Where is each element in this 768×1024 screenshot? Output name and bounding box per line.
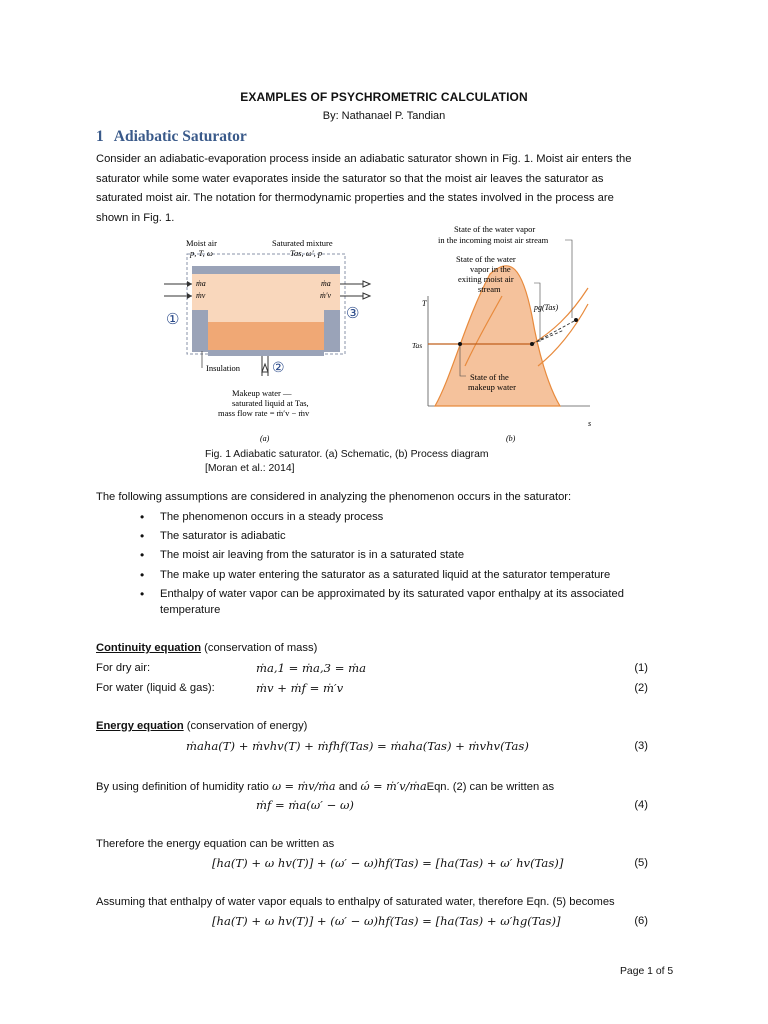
equation-4: ṁf = ṁa(ω′ − ω) <box>256 798 354 812</box>
continuity-heading <box>96 642 317 654</box>
label-makeup-2: saturated liquid at Tas, <box>232 398 309 408</box>
caption-reference: [Moran et al.: 2014] <box>205 463 295 474</box>
figure-1-svg <box>160 226 590 446</box>
state-3-marker: ③ <box>346 306 360 322</box>
equation-5: [ha(T) + ω hv(T)] + (ω′ − ω)hf(Tas) = [ha(Tas) + ω′ hv(Tas)] <box>212 856 564 870</box>
label-ma-in: ṁa <box>196 279 206 288</box>
note-mid-2: vapor in the <box>470 264 511 274</box>
water-region <box>208 322 324 350</box>
note-makeup-2: makeup water <box>468 382 516 392</box>
insulation-right <box>324 310 340 352</box>
label-insulation: Insulation <box>206 363 240 373</box>
state-2-marker: ② <box>272 361 285 376</box>
panel-b-label: (b) <box>506 434 516 443</box>
label-saturated-props: Tas, ω′, p <box>290 248 323 258</box>
equation-4-row <box>96 799 648 819</box>
equation-4-number: (4) <box>634 799 648 811</box>
intro-line: saturator while some water evaporates inside the saturator so that the moist air leaves the saturator as <box>96 172 604 185</box>
intro-line: saturated moist air. The notation for thermodynamic properties and the states involved in the process are <box>96 192 614 204</box>
section-number: 1 <box>96 128 104 145</box>
list-item: • The phenomenon occurs in a steady process <box>140 508 680 527</box>
equation-3-row <box>96 740 648 760</box>
label-mv-out: ṁ′v <box>320 291 332 300</box>
label-mv-in: ṁv <box>196 291 206 300</box>
label-saturated-mixture: Saturated mixture <box>272 238 333 248</box>
equation-6: [ha(T) + ω hv(T)] + (ω′ − ω)hf(Tas) = [ha(Tas) + ω′hg(Tas)] <box>212 914 561 928</box>
label-ma-out: ṁa <box>321 279 331 288</box>
page-number: Page 1 of 5 <box>620 966 674 977</box>
humidity-sentence <box>96 780 656 793</box>
intro-line: Consider an adiabatic-evaporation process inside an adiabatic saturator shown in Fig. 1. Moist air enters the <box>96 153 632 165</box>
humidity-text-3: Eqn. (2) can be written as <box>426 781 555 793</box>
note-top-2: in the incoming moist air stream <box>438 235 549 245</box>
state-point-makeup <box>458 342 462 346</box>
figure-1 <box>160 226 590 446</box>
list-item: • The make up water entering the saturator as a saturated liquid at the saturator temperature <box>140 566 680 585</box>
humidity-math-2: ώ = ṁ′v/ṁa <box>360 780 427 793</box>
list-item: • The moist air leaving from the saturator is in a saturated state <box>140 546 680 565</box>
equation-2-row <box>96 682 648 702</box>
pg-label: pg(Tas) <box>534 303 559 312</box>
document-author: By: Nathanael P. Tandian <box>322 110 446 122</box>
energy-heading <box>96 720 307 732</box>
insulation-left <box>192 310 208 352</box>
equation-3: ṁaha(T) + ṁvhv(T) + ṁfhf(Tas) = ṁaha(Tas) + ṁvhv(Tas) <box>186 739 529 753</box>
list-item: • The saturator is adiabatic <box>140 527 680 546</box>
equation-6-number: (6) <box>634 915 648 927</box>
equation-2-number: (2) <box>634 682 648 694</box>
intro-line: shown in Fig. 1. <box>96 211 175 224</box>
insulation-top <box>192 266 340 274</box>
equation-2: ṁv + ṁf = ṁ′v <box>256 681 344 695</box>
state-point-exit <box>530 342 534 346</box>
humidity-text-2: and <box>335 781 361 793</box>
t-axis-label: T <box>422 299 427 308</box>
continuity-heading-title: Continuity equation <box>96 642 202 654</box>
therefore-sentence: Therefore the energy equation can be written as <box>96 838 335 850</box>
list-item: • Enthalpy of water vapor can be approximated by its saturated vapor enthalpy at its associated <box>140 585 680 604</box>
label-makeup-1: Makeup water — <box>232 388 292 398</box>
energy-heading-title: Energy equation <box>96 720 184 732</box>
label-moist-air: Moist air <box>186 238 217 248</box>
note-top-1: State of the water vapor <box>454 224 536 234</box>
assumptions-list <box>140 508 680 604</box>
label-makeup-3: mass flow rate = ṁ′v − ṁv <box>218 408 310 418</box>
equation-1: ṁa,1 = ṁa,3 = ṁa <box>256 661 367 675</box>
assuming-sentence: Assuming that enthalpy of water vapor equals to enthalpy of saturated water, therefore Eqn. (5) becomes <box>96 896 615 908</box>
state-1-marker: ① <box>166 312 180 328</box>
document-title: EXAMPLES OF PSYCHROMETRIC CALCULATION <box>240 90 528 104</box>
label-moist-air-props: p, T, ω <box>190 248 213 258</box>
figure-caption <box>205 448 545 476</box>
water-label: For water (liquid & gas): <box>96 682 215 694</box>
intro-paragraph <box>96 150 676 228</box>
process-diagram-panel <box>412 224 591 443</box>
caption-line: Fig. 1 Adiabatic saturator. (a) Schematic, (b) Process diagram <box>205 449 489 460</box>
note-mid-1: State of the water <box>456 254 516 264</box>
note-mid-3: exiting moist air <box>458 274 514 284</box>
humidity-text-1: By using definition of humidity ratio <box>96 781 272 793</box>
schematic-panel <box>164 238 370 443</box>
tas-axis-label: Tas <box>412 341 423 350</box>
panel-a-label: (a) <box>260 434 270 443</box>
section-title: Adiabatic Saturator <box>113 128 247 145</box>
insulation-bottom <box>208 350 324 356</box>
section-heading <box>96 128 247 146</box>
note-mid-4: stream <box>478 284 501 294</box>
equation-1-row <box>96 662 648 682</box>
continuity-heading-note: (conservation of mass) <box>201 642 318 654</box>
dry-air-label: For dry air: <box>96 662 151 674</box>
equation-5-row <box>96 857 648 877</box>
moist-air-region <box>192 274 340 324</box>
equation-3-number: (3) <box>634 740 648 752</box>
equation-6-row <box>96 915 648 935</box>
equation-1-number: (1) <box>634 662 648 674</box>
s-axis-label: s <box>588 419 592 428</box>
state-point-inlet <box>574 318 578 322</box>
humidity-math-1: ω = ṁv/ṁa <box>272 780 336 793</box>
equation-5-number: (5) <box>634 857 648 869</box>
list-item-continuation: temperature <box>160 604 221 616</box>
note-makeup-1: State of the <box>470 372 509 382</box>
energy-heading-note: (conservation of energy) <box>183 720 308 732</box>
assumptions-intro: The following assumptions are considered in analyzing the phenomenon occurs in the saturator: <box>96 491 572 503</box>
